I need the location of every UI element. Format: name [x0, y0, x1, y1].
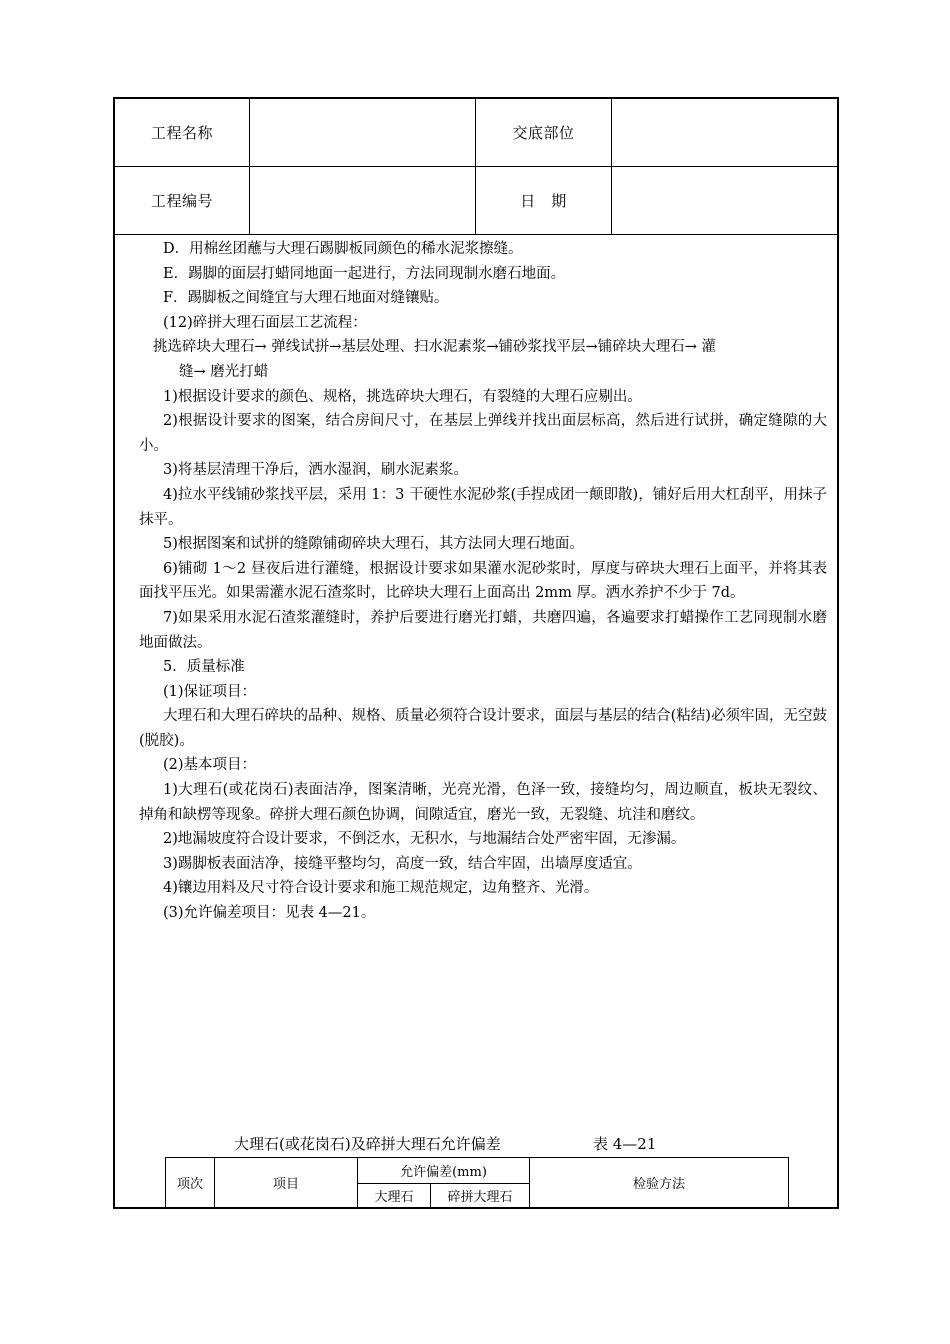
table-title: 大理石(或花岗石)及碎拼大理石允许偏差 — [234, 1135, 501, 1153]
paragraph: 4)拉水平线铺砂浆找平层，采用 1：3 干硬性水泥砂浆(手捏成团一颠即散)，铺好后用大杠刮平，用抹子抹平。 — [139, 486, 827, 528]
paragraph: (2)基本项目： — [163, 757, 257, 774]
paragraph: (1)保证项目： — [163, 683, 257, 700]
paragraph: 大理石和大理石碎块的品种、规格、质量必须符合设计要求，面层与基层的结合(粘结)必须牢固，无空鼓(脱胶)。 — [139, 708, 827, 749]
project-no-label: 工程编号 — [150, 192, 213, 210]
date-value — [612, 167, 839, 234]
paragraph: E．踢脚的面层打蜡同地面一起进行，方法同现制水磨石地面。 — [163, 265, 566, 282]
paragraph: (12)碎拼大理石面层工艺流程： — [163, 314, 367, 331]
paragraph: F．踢脚板之间缝宜与大理石地面对缝镶贴。 — [163, 290, 449, 307]
paragraph: 5．质量标准 — [163, 659, 245, 676]
col-tolerance-header: 允许偏差(mm) — [358, 1158, 530, 1184]
header-row-1 — [115, 99, 837, 167]
handover-part-label: 交底部位 — [512, 124, 575, 142]
paragraph: D．用棉丝团蘸与大理石踢脚板同颜色的稀水泥浆擦缝。 — [163, 241, 523, 257]
paragraph: 1)大理石(或花岗石)表面洁净，图案清晰，光亮光滑，色泽一致，接缝均匀，周边顺直，板块无裂纹、掉角和缺楞等现象。碎拼大理石颜色协调，间隙适宜，磨光一致，无裂缝、坑洼和磨纹。 — [139, 782, 827, 823]
project-no-value — [250, 167, 475, 234]
col-crushed-header: 碎拼大理石 — [431, 1184, 530, 1208]
paragraph: 挑选碎块大理石→ 弹线试拼→基层处理、扫水泥素浆→铺砂浆找平层→铺碎块大理石→ 灌 — [153, 339, 716, 356]
paragraph: 缝→ 磨光打蜡 — [179, 363, 269, 380]
paragraph: 2)根据设计要求的图案，结合房间尺寸，在基层上弹线并找出面层标高，然后进行试拼，确定缝隙的大小。 — [139, 413, 827, 454]
col-no-header: 项次 — [166, 1158, 215, 1208]
paragraph: 1)根据设计要求的颜色、规格，挑选碎块大理石，有裂缝的大理石应剔出。 — [163, 388, 642, 405]
header-row-2 — [115, 167, 837, 235]
paragraph: 7)如果采用水泥石渣浆灌缝时，养护后要进行磨光打蜡，共磨四遍，各遍要求打蜡操作工艺同现制水磨地面做法。 — [139, 609, 827, 651]
paragraph: 5)根据图案和试拼的缝隙铺砌碎块大理石，其方法同大理石地面。 — [163, 536, 584, 553]
document-frame — [113, 97, 839, 1209]
project-name-label: 工程名称 — [150, 124, 213, 142]
body-text — [139, 237, 827, 926]
paragraph: 4)镶边用料及尺寸符合设计要求和施工规范规定，边角整齐、光滑。 — [163, 880, 599, 897]
project-name-value — [250, 99, 475, 166]
paragraph: 2)地漏坡度符合设计要求，不倒泛水，无积水，与地漏结合处严密牢固，无渗漏。 — [163, 831, 686, 848]
paragraph: (3)允许偏差项目：见表 4—21。 — [163, 905, 376, 922]
handover-part-value — [612, 99, 839, 166]
col-marble-header: 大理石 — [358, 1184, 431, 1208]
paragraph: 6)铺砌 1～2 昼夜后进行灌缝，根据设计要求如果灌水泥砂浆时，厚度与碎块大理石上面平，并将其表面找平压光。如果需灌水泥石渣浆时，比碎块大理石上面高出 2mm 厚。洒水养护不少于 7d。 — [139, 560, 827, 602]
paragraph: 3)将基层清理干净后，洒水湿润，刷水泥素浆。 — [163, 462, 468, 479]
paragraph: 3)踢脚板表面洁净，接缝平整均匀，高度一致，结合牢固，出墙厚度适宜。 — [163, 855, 642, 872]
col-item-header: 项目 — [215, 1158, 358, 1208]
col-method-header: 检验方法 — [530, 1158, 789, 1208]
table-number: 表 4—21 — [593, 1135, 657, 1153]
date-label: 日 期 — [520, 192, 567, 210]
tolerance-table — [165, 1157, 789, 1208]
